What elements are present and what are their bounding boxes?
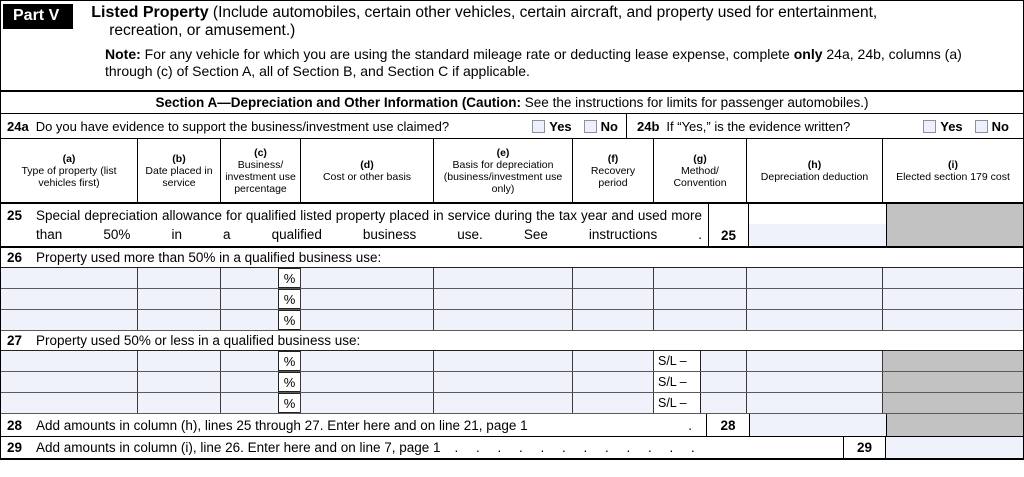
column-header-h bbox=[747, 139, 883, 202]
column-label-e: Basis for depreciation (business/investment use only) bbox=[443, 158, 563, 195]
line-26-label: Property used more than 50% in a qualified business use: bbox=[36, 250, 382, 265]
field-depreciation-basis[interactable] bbox=[434, 372, 573, 392]
note-text-pre: For any vehicle for which you are using the standard mileage rate or deducting lease expense, complete bbox=[140, 46, 794, 62]
line-25-row bbox=[1, 204, 1023, 248]
line-29-text bbox=[1, 437, 843, 458]
note bbox=[105, 46, 965, 80]
field-depreciation-deduction[interactable] bbox=[747, 268, 883, 288]
line-26-row-2 bbox=[1, 289, 1023, 310]
field-date-placed[interactable] bbox=[138, 289, 221, 309]
line-28-box-label: 28 bbox=[706, 414, 750, 436]
field-business-use-pct[interactable] bbox=[221, 268, 301, 288]
part-v-header bbox=[1, 1, 1023, 90]
percent-symbol: % bbox=[278, 393, 300, 413]
column-label-g: Method/ Convention bbox=[673, 164, 727, 189]
field-date-placed[interactable] bbox=[138, 372, 221, 392]
label-24a-yes: Yes bbox=[549, 118, 572, 134]
column-code-a: (a) bbox=[62, 152, 76, 165]
column-code-f: (f) bbox=[607, 152, 619, 165]
line-28-row bbox=[1, 414, 1023, 437]
field-date-placed[interactable] bbox=[138, 310, 221, 330]
table-header-row bbox=[1, 139, 1023, 204]
column-code-i: (i) bbox=[948, 158, 958, 171]
label-24b-yes: Yes bbox=[940, 118, 963, 134]
sl-method-label: S/L – bbox=[654, 372, 701, 392]
field-depreciation-deduction[interactable] bbox=[747, 310, 883, 330]
field-cost-basis[interactable] bbox=[301, 351, 434, 371]
line-26-number: 26 bbox=[7, 250, 23, 265]
line-24a-yes-no-group bbox=[520, 119, 626, 134]
line-27-label-row bbox=[1, 331, 1023, 351]
field-type-of-property[interactable] bbox=[1, 351, 138, 371]
line-29-row bbox=[1, 437, 1023, 460]
section-a-heading bbox=[1, 90, 1023, 114]
line-24b bbox=[627, 114, 1023, 138]
line-25-box-label: 25 bbox=[708, 204, 749, 246]
field-date-placed[interactable] bbox=[138, 393, 221, 413]
line-28-description: Add amounts in column (h), lines 25 through 27. Enter here and on line 21, page 1 bbox=[36, 417, 528, 433]
column-header-i bbox=[883, 139, 1023, 202]
line-25-description: Special depreciation allowance for qualified listed property placed in service during the tax year and used more than 50% in a qualified business use. See instructions . bbox=[36, 208, 702, 242]
field-business-use-pct[interactable] bbox=[221, 372, 301, 392]
field-recovery-period[interactable] bbox=[573, 289, 654, 309]
field-depreciation-basis[interactable] bbox=[434, 268, 573, 288]
line-24b-number: 24b bbox=[637, 118, 660, 134]
field-recovery-period[interactable] bbox=[573, 351, 654, 371]
note-bold-word: only bbox=[793, 46, 823, 62]
column-label-h: Depreciation deduction bbox=[760, 170, 869, 183]
column-label-f: Recovery period bbox=[590, 164, 636, 189]
field-business-use-pct[interactable] bbox=[221, 351, 301, 371]
column-label-i: Elected section 179 cost bbox=[896, 170, 1010, 183]
field-method-convention[interactable] bbox=[654, 310, 747, 330]
part-title bbox=[91, 4, 954, 40]
column-code-e: (e) bbox=[496, 146, 510, 159]
field-type-of-property[interactable] bbox=[1, 393, 138, 413]
field-type-of-property[interactable] bbox=[1, 310, 138, 330]
field-cost-basis[interactable] bbox=[301, 393, 434, 413]
part-subtitle: (Include automobiles, certain other vehicles, certain aircraft, and property used for entertainment, recreation, or amusement.) bbox=[109, 4, 878, 39]
line-24-row bbox=[1, 114, 1023, 139]
line-29-description: Add amounts in column (i), line 26. Enter here and on line 7, page 1 bbox=[36, 440, 441, 455]
field-depreciation-basis[interactable] bbox=[434, 393, 573, 413]
checkbox-24b-yes[interactable] bbox=[923, 120, 936, 133]
shaded-section-179-cell bbox=[883, 351, 1023, 371]
percent-symbol: % bbox=[278, 268, 300, 288]
field-method-convention[interactable] bbox=[654, 393, 747, 413]
line-26-label-row bbox=[1, 248, 1023, 268]
field-section-179-cost[interactable] bbox=[883, 289, 1023, 309]
line-25-amount-field[interactable] bbox=[749, 204, 886, 246]
checkbox-24a-yes[interactable] bbox=[532, 120, 545, 133]
line-25-shaded-area bbox=[886, 204, 1023, 246]
line-25-number: 25 bbox=[7, 208, 23, 223]
part-title-text: Listed Property bbox=[91, 4, 209, 21]
field-depreciation-basis[interactable] bbox=[434, 289, 573, 309]
line-28-text bbox=[1, 414, 706, 436]
line-27-row-3 bbox=[1, 393, 1023, 414]
field-method-convention[interactable] bbox=[654, 372, 747, 392]
shaded-section-179-cell bbox=[883, 393, 1023, 413]
label-24a-no: No bbox=[600, 118, 618, 134]
sl-method-label: S/L – bbox=[654, 351, 701, 371]
percent-symbol: % bbox=[278, 372, 300, 392]
field-depreciation-basis[interactable] bbox=[434, 351, 573, 371]
part-badge: Part V bbox=[3, 4, 73, 29]
field-depreciation-basis[interactable] bbox=[434, 310, 573, 330]
section-a-title: Section A—Depreciation and Other Information (Caution: bbox=[155, 95, 522, 110]
field-recovery-period[interactable] bbox=[573, 372, 654, 392]
field-date-placed[interactable] bbox=[138, 351, 221, 371]
column-label-c: Business/ investment use percentage bbox=[225, 158, 296, 195]
field-type-of-property[interactable] bbox=[1, 372, 138, 392]
checkbox-24a-no[interactable] bbox=[584, 120, 597, 133]
column-label-a: Type of property (list vehicles first) bbox=[21, 164, 117, 189]
checkbox-24b-no[interactable] bbox=[975, 120, 988, 133]
field-type-of-property[interactable] bbox=[1, 268, 138, 288]
line-26-row-1 bbox=[1, 268, 1023, 289]
line-29-box-label: 29 bbox=[843, 437, 886, 458]
field-recovery-period[interactable] bbox=[573, 393, 654, 413]
column-code-b: (b) bbox=[172, 152, 186, 165]
line-29-amount-field[interactable] bbox=[886, 437, 1023, 458]
line-28-dot-leader: . bbox=[688, 417, 694, 433]
column-code-d: (d) bbox=[360, 158, 374, 171]
field-method-convention[interactable] bbox=[654, 289, 747, 309]
line-26-row-3 bbox=[1, 310, 1023, 331]
line-24b-question: If “Yes,” is the evidence written? bbox=[666, 118, 851, 134]
field-business-use-pct[interactable] bbox=[221, 393, 301, 413]
column-code-c: (c) bbox=[254, 146, 267, 159]
field-cost-basis[interactable] bbox=[301, 310, 434, 330]
column-header-a bbox=[1, 139, 138, 202]
field-cost-basis[interactable] bbox=[301, 268, 434, 288]
field-cost-basis[interactable] bbox=[301, 289, 434, 309]
line-27-row-1 bbox=[1, 351, 1023, 372]
line-27-row-2 bbox=[1, 372, 1023, 393]
field-type-of-property[interactable] bbox=[1, 289, 138, 309]
line-24a-number: 24a bbox=[7, 118, 29, 134]
note-text-post: 24a, 24b, columns (a) through (c) of Section A, all of Section B, and Section C if applicable. bbox=[105, 46, 962, 79]
field-depreciation-deduction[interactable] bbox=[747, 372, 883, 392]
field-section-179-cost[interactable] bbox=[883, 310, 1023, 330]
line-28-amount-field[interactable] bbox=[750, 414, 886, 436]
line-27-number: 27 bbox=[7, 333, 23, 348]
line-25-field-top bbox=[749, 204, 886, 224]
line-29-dot-leader: . . . . . . . . . . . . bbox=[454, 440, 697, 455]
column-header-b bbox=[138, 139, 221, 202]
field-recovery-period[interactable] bbox=[573, 268, 654, 288]
column-header-d bbox=[301, 139, 434, 202]
section-a-caution-text: See the instructions for limits for passenger automobiles.) bbox=[521, 95, 869, 110]
label-24b-no: No bbox=[991, 118, 1009, 134]
column-header-e bbox=[434, 139, 573, 202]
column-code-h: (h) bbox=[807, 158, 822, 171]
line-28-number: 28 bbox=[7, 417, 23, 433]
field-recovery-period[interactable] bbox=[573, 310, 654, 330]
percent-symbol: % bbox=[278, 310, 300, 330]
shaded-section-179-cell bbox=[883, 372, 1023, 392]
field-cost-basis[interactable] bbox=[301, 372, 434, 392]
column-header-g bbox=[654, 139, 747, 202]
note-label: Note: bbox=[105, 46, 141, 62]
field-depreciation-deduction[interactable] bbox=[747, 351, 883, 371]
field-depreciation-deduction[interactable] bbox=[747, 289, 883, 309]
sl-method-label: S/L – bbox=[654, 393, 701, 413]
column-header-c bbox=[221, 139, 301, 202]
field-section-179-cost[interactable] bbox=[883, 268, 1023, 288]
field-business-use-pct[interactable] bbox=[221, 310, 301, 330]
field-method-convention[interactable] bbox=[654, 351, 747, 371]
line-25-field-input[interactable] bbox=[749, 224, 886, 246]
column-header-f bbox=[573, 139, 654, 202]
percent-symbol: % bbox=[278, 351, 300, 371]
field-depreciation-deduction[interactable] bbox=[747, 393, 883, 413]
field-business-use-pct[interactable] bbox=[221, 289, 301, 309]
line-27-label: Property used 50% or less in a qualified business use: bbox=[36, 333, 361, 348]
field-method-convention[interactable] bbox=[654, 268, 747, 288]
field-convention[interactable] bbox=[701, 351, 746, 371]
column-label-d: Cost or other basis bbox=[322, 170, 412, 183]
field-date-placed[interactable] bbox=[138, 268, 221, 288]
line-24a bbox=[1, 114, 627, 138]
line-29-number: 29 bbox=[7, 440, 23, 455]
line-28-shaded-area bbox=[886, 414, 1023, 436]
line-24a-question: Do you have evidence to support the business/investment use claimed? bbox=[35, 118, 450, 134]
line-25-text bbox=[1, 204, 708, 246]
field-convention[interactable] bbox=[701, 372, 746, 392]
column-code-g: (g) bbox=[693, 152, 707, 165]
field-convention[interactable] bbox=[701, 393, 746, 413]
column-label-b: Date placed in service bbox=[145, 164, 213, 189]
line-24b-yes-no-group bbox=[911, 119, 1017, 134]
percent-symbol: % bbox=[278, 289, 300, 309]
